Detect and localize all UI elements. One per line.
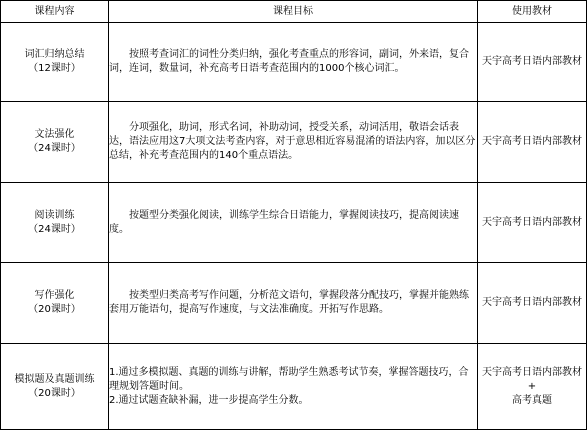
header-course: 课程内容: [1, 1, 109, 23]
material-cell: [478, 344, 587, 430]
course-name: 文法强化: [34, 129, 75, 140]
material-text: 天宇高考日语内部教材: [482, 366, 582, 378]
course-goal: 按类型归类高考写作问题，分析范文语句，掌握段落分配技巧，掌握并能熟练套用万能语句，提高写作速度，与文法准确度。开拓写作思路。: [109, 290, 469, 315]
material-text: 天宇高考日语内部教材: [482, 216, 582, 228]
course-goal-cell: [109, 263, 478, 344]
course-name-cell: [1, 23, 109, 102]
table-row: [1, 23, 587, 102]
table-row: [1, 344, 587, 430]
course-goal-line: 1.通过多模拟题、真题的训练与讲解，帮助学生熟悉考试节奏，掌握答题技巧，合理规划答题时间。: [109, 366, 469, 392]
course-name: 写作强化: [34, 290, 75, 301]
course-name-cell: [1, 183, 109, 263]
material-text: 天宇高考日语内部教材: [482, 136, 582, 147]
course-goal-line: 2.通过试题查缺补漏，进一步提高学生分数。: [109, 394, 309, 406]
table-row: [1, 102, 587, 183]
course-goal: 按照考查词汇的词性分类归纳，强化考查重点的形容词，副词，外来语，复合词，连词，数量词，补充高考日语考查范围内的1000个核心词汇。: [109, 49, 469, 74]
course-goal-cell: [109, 344, 478, 430]
course-goal: 按题型分类强化阅读，训练学生综合日语能力，掌握阅读技巧，提高阅读速度。: [109, 209, 459, 235]
course-goal-cell: [109, 183, 478, 263]
header-material: 使用教材: [478, 1, 587, 23]
course-hours: （20课时）: [28, 387, 81, 399]
material-cell: [478, 263, 587, 344]
material-text: 天宇高考日语内部教材: [482, 56, 582, 67]
course-hours: （12课时）: [28, 63, 81, 74]
table-row: [1, 183, 587, 263]
course-name-cell: [1, 344, 109, 430]
material-cell: [478, 102, 587, 183]
course-goal-cell: [109, 102, 478, 183]
header-row: [1, 1, 587, 23]
material-cell: [478, 23, 587, 102]
course-name: 模拟题及真题训练: [14, 373, 95, 385]
course-goal-cell: [109, 23, 478, 102]
header-goal: 课程目标: [109, 1, 478, 23]
course-name: 词汇归纳总结: [24, 49, 85, 60]
table-row: [1, 263, 587, 344]
course-name-cell: [1, 263, 109, 344]
course-goal: 分项强化，助词，形式名词，补助动词，授受关系，动词活用，敬语会话表达，语法应用这7大项文法考查内容，对于意思相近容易混淆的语法内容，加以区分总结，补充考查范围内的140个重点语法。: [109, 122, 476, 161]
material-cell: [478, 183, 587, 263]
course-hours: （20课时）: [28, 304, 81, 315]
course-hours: （24课时）: [28, 223, 81, 235]
course-name-cell: [1, 102, 109, 183]
course-hours: （24课时）: [28, 143, 81, 154]
material-text: 高考真题: [512, 394, 552, 406]
course-name: 阅读训练: [34, 209, 75, 221]
material-plus: +: [527, 380, 537, 392]
material-text: 天宇高考日语内部教材: [482, 297, 582, 308]
